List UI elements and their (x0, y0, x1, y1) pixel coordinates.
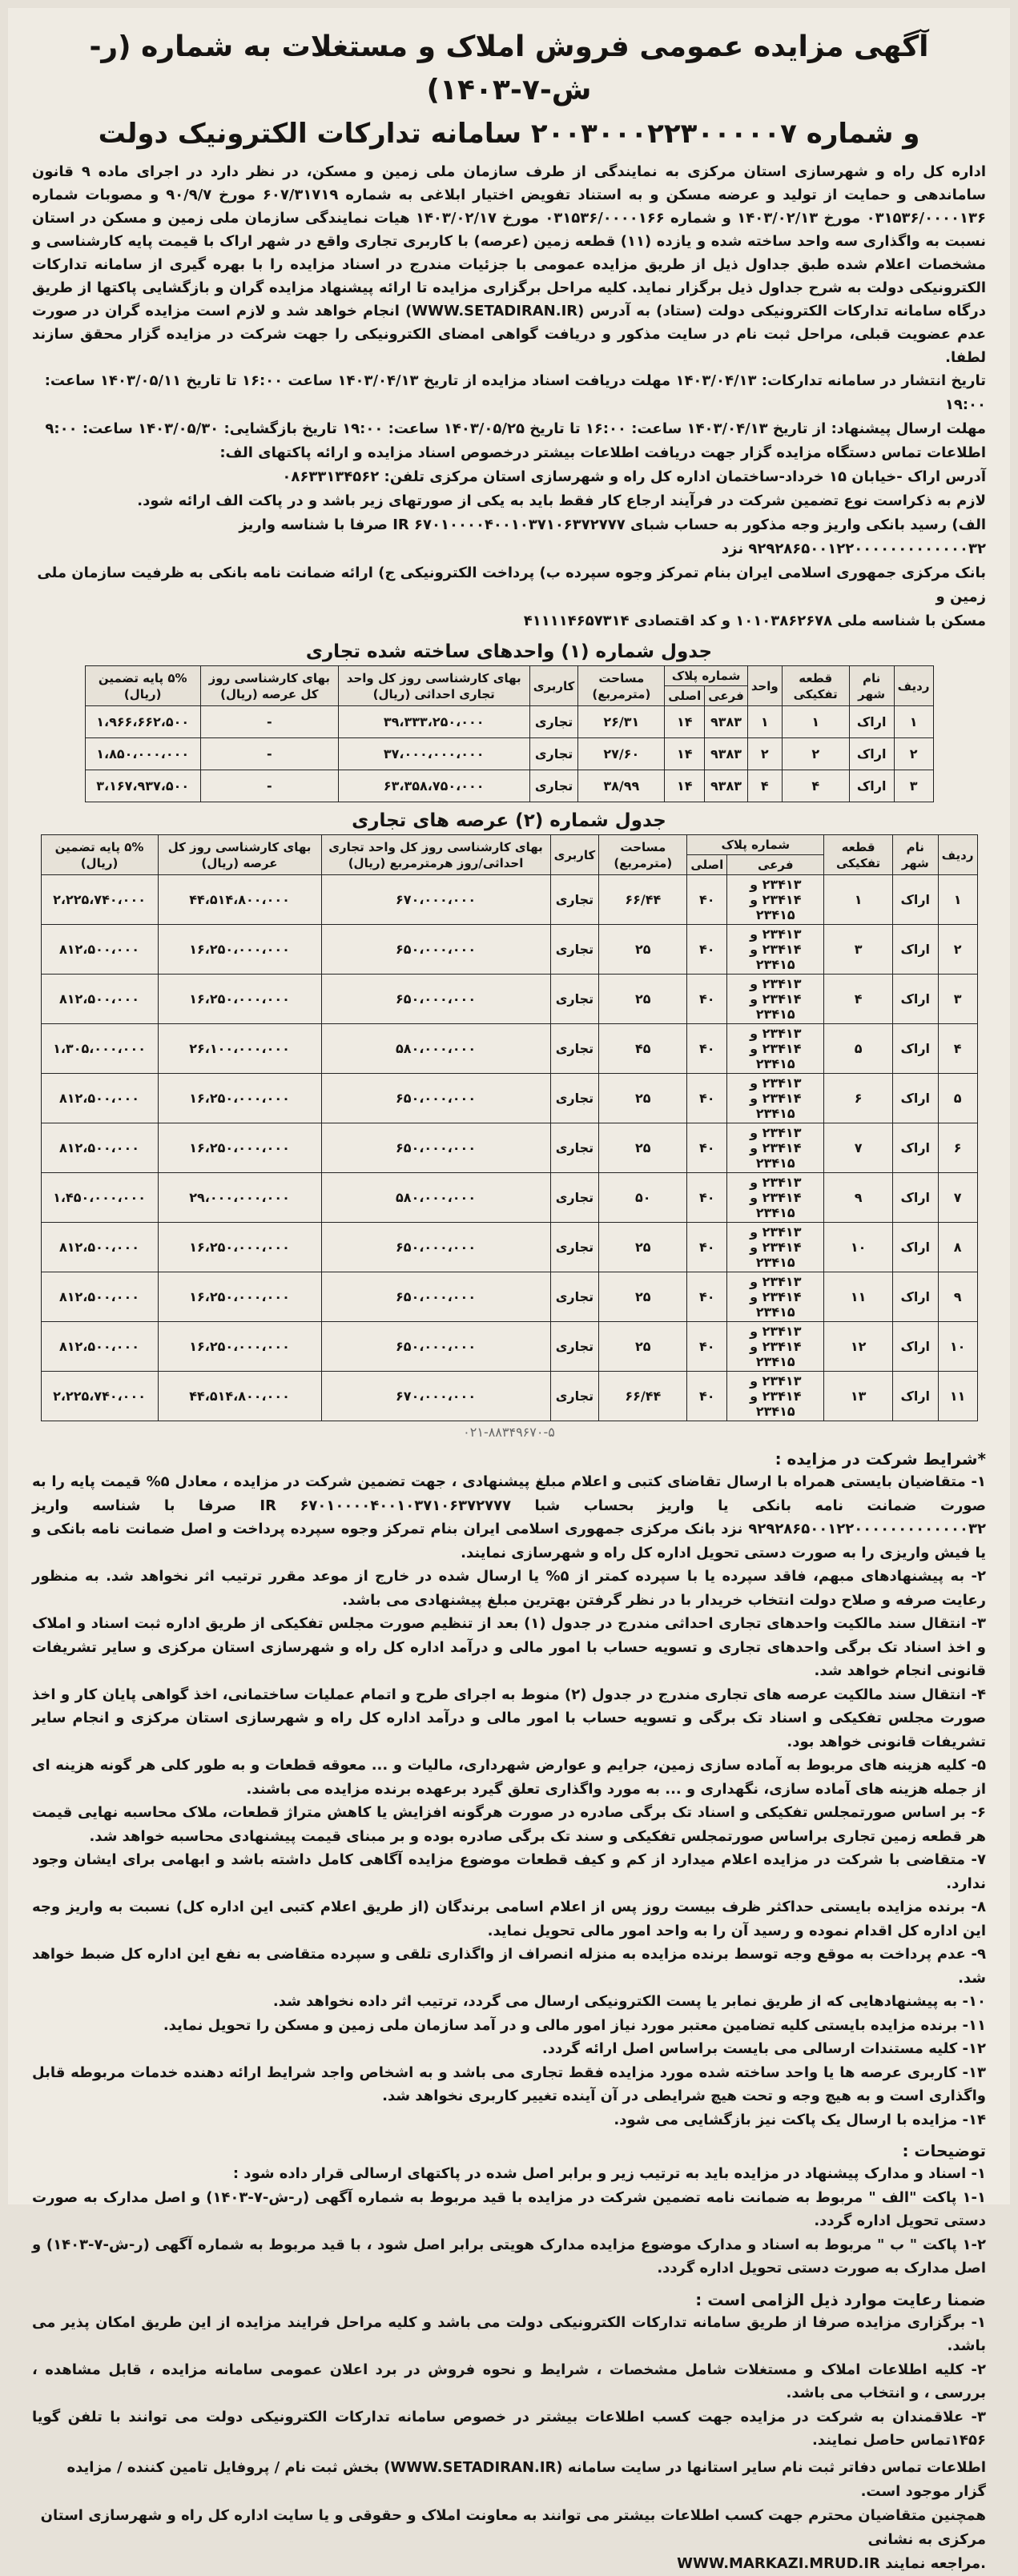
cell-area: ۵۰ (599, 1173, 687, 1223)
cell-main: ۴۰ (687, 1074, 727, 1123)
cell-land-price: ۲۹،۰۰۰،۰۰۰،۰۰۰ (158, 1173, 321, 1223)
cell-use: تجاری (550, 925, 599, 975)
cell-land-price: - (200, 706, 338, 738)
cell-land-price: ۴۴،۵۱۴،۸۰۰،۰۰۰ (158, 875, 321, 925)
phone-note: ۰۲۱-۸۸۳۴۹۶۷۰-۵ (463, 1425, 555, 1440)
cell-lot: ۴ (824, 975, 893, 1024)
cell-city: اراک (849, 706, 894, 738)
cell-deposit: ۸۱۲،۵۰۰،۰۰۰ (41, 1074, 158, 1123)
cell-lot: ۴ (782, 770, 849, 802)
table-row (85, 770, 933, 802)
cell-sub: ۲۳۴۱۳ و ۲۳۴۱۴ و ۲۳۴۱۵ (727, 1272, 824, 1322)
cell-land-price: - (200, 738, 338, 770)
table-row (85, 706, 933, 738)
cell-use: تجاری (529, 770, 578, 802)
cell-area: ۲۵ (599, 925, 687, 975)
cell-use: تجاری (550, 1074, 599, 1123)
cell-lot: ۳ (824, 925, 893, 975)
cell-expert-price: ۶۳،۳۵۸،۷۵۰،۰۰۰ (338, 770, 529, 802)
info-line: بانک مرکزی جمهوری اسلامی ایران بنام تمرکز وجوه سپرده ب) پرداخت الکترونیکی ج) ارائه ضمانت نامه بانکی به ظرفیت سازمان ملی زمین و (37, 565, 986, 605)
cell-land-price: - (200, 770, 338, 802)
cell-area: ۲۵ (599, 1272, 687, 1322)
cell-area: ۴۵ (599, 1024, 687, 1074)
cell-row: ۶ (938, 1123, 977, 1173)
explanation-item: ۱- اسناد و مدارک پیشنهاد در مزایده باید به ترتیب زیر و برابر اصل شده در پاکتهای ارسالی قرار داده شود : (232, 2165, 986, 2182)
cell-per-m2: ۵۸۰،۰۰۰،۰۰۰ (321, 1024, 550, 1074)
condition-item: ۳- انتقال سند مالکیت واحدهای تجاری احداثی مندرج در جدول (۱) بعد از تنظیم صورت مجلس تفکیکی از طریق اداره ثبت اسناد و املاک و اخذ اسناد تک برگی واحدهای تجاری و تسویه حساب با امور مالی و درآمد اداره کل راه و شهرسازی استان مرکزی و سایر تشریفات قانونی انجام خواهد شد. (32, 1615, 986, 1679)
cell-sub: ۲۳۴۱۳ و ۲۳۴۱۴ و ۲۳۴۱۵ (727, 1123, 824, 1173)
cell-use: تجاری (529, 738, 578, 770)
cell-deposit: ۱،۴۵۰،۰۰۰،۰۰۰ (41, 1173, 158, 1223)
footer-line: همچنین متقاضیان محترم جهت کسب اطلاعات بیشتر می توانند به معاونت املاک و حقوقی و یا سایت اداره کل راه و شهرسازی استان مرکزی به نشانی (40, 2506, 986, 2548)
cell-use: تجاری (550, 1123, 599, 1173)
cell-land-price: ۱۶،۲۵۰،۰۰۰،۰۰۰ (158, 925, 321, 975)
cell-deposit: ۲،۲۲۵،۷۴۰،۰۰۰ (41, 875, 158, 925)
cell-deposit: ۱،۸۵۰،۰۰۰،۰۰۰ (85, 738, 200, 770)
conditions-title: *شرایط شرکت در مزایده : (775, 1449, 986, 1469)
intro-paragraph: اداره کل راه و شهرسازی استان مرکزی به نمایندگی از طرف سازمان ملی زمین و مسکن، در نظر دارد در اجرای ماده ۹ قانون ساماندهی و حمایت از تولید و عرضه مسکن و به استناد تفویض اختیار ابلاغی به شماره ۶۰۷/۳۱۷۱۹ مورخ ۹۰/۹/۷ و مصوبات شماره ۰۳۱۵۳۶/۰۰۰۰۱۳۶ مورخ ۱۴۰۳/۰۲/۱۳ و شماره ۰۳۱۵۳۶/۰۰۰۰۱۶۶ مورخ ۱۴۰۳/۰۲/۱۷ هیات نمایندگی سازمان ملی زمین و مسکن در استان نسبت به واگذاری سه واحد ساخته شده و یازده (۱۱) قطعه زمین (عرصه) با کاربری تجاری واقع در شهر اراک با قیمت پایه کارشناسی و مشخصات اعلام شده طبق جداول ذیل از طریق مزایده عمومی با جزئیات مندرج در اسناد مزایده را با بهره گیری از سامانه تدارکات الکترونیکی دولت به شرح جداول ذیل برگزار نماید. کلیه مراحل برگزاری مزایده تا ارائه پیشنهاد مزایده گران و بازگشایی پاکتها از طریق درگاه سامانه تدارکات الکترونیکی دولت (ستاد) به آدرس (WWW.SETADIRAN.IR) انجام خواهد شد و لازم است مزایده گران در صورت عدم عضویت قبلی، مراحل ثبت نام در سایت مذکور و دریافت گواهی امضای الکترونیکی را جهت شرکت در مزایده گزار محقق سازند لطفا. (32, 163, 987, 366)
info-line: اطلاعات تماس دستگاه مزایده گزار جهت دریافت اطلاعات بیشتر درخصوص اسناد مزایده و ارائه پاکتهای الف: (219, 444, 986, 461)
cell-sub: ۹۳۸۳ (705, 770, 748, 802)
cell-city: اراک (892, 1074, 938, 1123)
cell-deposit: ۸۱۲،۵۰۰،۰۰۰ (41, 925, 158, 975)
cell-area: ۲۵ (599, 1223, 687, 1272)
cell-area: ۲۵ (599, 975, 687, 1024)
cell-sub: ۲۳۴۱۳ و ۲۳۴۱۴ و ۲۳۴۱۵ (727, 1074, 824, 1123)
table1-caption: جدول شماره (۱) واحدهای ساخته شده تجاری (305, 641, 713, 662)
cell-deposit: ۸۱۲،۵۰۰،۰۰۰ (41, 1123, 158, 1173)
cell-main: ۴۰ (687, 1024, 727, 1074)
cell-city: اراک (892, 1024, 938, 1074)
cell-main: ۴۰ (687, 1123, 727, 1173)
th-city: نام شهر (892, 835, 938, 875)
cell-expert-price: ۳۷،۰۰۰،۰۰۰،۰۰۰ (338, 738, 529, 770)
cell-area: ۳۸/۹۹ (578, 770, 665, 802)
cell-area: ۲۵ (599, 1074, 687, 1123)
condition-item: ۱۱- برنده مزایده بایستی کلیه تضامین معتبر مورد نیاز امور مالی و در آمد سازمان ملی زمین و مسکن را تحویل نماید. (163, 2016, 986, 2034)
cell-lot: ۱۱ (824, 1272, 893, 1322)
cell-per-m2: ۶۵۰،۰۰۰،۰۰۰ (321, 1272, 550, 1322)
cell-per-m2: ۶۵۰،۰۰۰،۰۰۰ (321, 975, 550, 1024)
explanations-list (32, 2162, 986, 2281)
table-row (41, 1123, 977, 1173)
info-block (32, 369, 986, 633)
cell-city: اراک (892, 1173, 938, 1223)
cell-per-m2: ۶۵۰،۰۰۰،۰۰۰ (321, 1223, 550, 1272)
th-use: کاربری (529, 666, 578, 706)
th-lot: قطعه تفکیکی (782, 666, 849, 706)
cell-lot: ۷ (824, 1123, 893, 1173)
th-expert-price: بهای کارشناسی روز کل واحد تجاری احداثی (ریال) (338, 666, 529, 706)
cell-sub: ۲۳۴۱۳ و ۲۳۴۱۴ و ۲۳۴۱۵ (727, 1223, 824, 1272)
cell-row: ۱۱ (938, 1372, 977, 1421)
condition-item: ۵- کلیه هزینه های مربوط به آماده سازی زمین، جرایم و عوارض شهرداری، مالیات و ... معوقه قطعات و به طور کلی هر گونه هزینه ای از جمله هزینه های آماده سازی، نگهداری و ... به مورد واگذاری تعلق گیرد برعهده برنده مزایده می باشند. (32, 1757, 986, 1798)
cell-sub: ۲۳۴۱۳ و ۲۳۴۱۴ و ۲۳۴۱۵ (727, 1322, 824, 1372)
cell-row: ۸ (938, 1223, 977, 1272)
points-list (32, 2311, 986, 2453)
cell-unit: ۴ (747, 770, 782, 802)
cell-area: ۲۵ (599, 1123, 687, 1173)
point-item: ۳- علاقمندان به شرکت در مزایده جهت کسب اطلاعات بیشتر در خصوص سامانه تدارکات الکترونیکی دولت می توانند با تلفن گویا ۱۴۵۶تماس حاصل نمایند. (32, 2408, 986, 2449)
point-item: ۲- کلیه اطلاعات املاک و مستغلات شامل مشخصات ، شرایط و نحوه فروش در برد اعلان عمومی سامانه مزایده ، قابل مشاهده ، بررسی ، و انتخاب می باشد. (32, 2361, 986, 2401)
cell-sub: ۲۳۴۱۳ و ۲۳۴۱۴ و ۲۳۴۱۵ (727, 1372, 824, 1421)
info-line: لازم به ذکراست نوع تضمین شرکت در فرآیند ارجاع کار فقط باید به یکی از صورتهای زیر باشد و در پاکت الف ارائه شود. (137, 492, 986, 509)
th-land-price: بهای کارشناسی روز کل عرصه (ریال) (158, 835, 321, 875)
cell-use: تجاری (550, 1322, 599, 1372)
table-row (41, 1272, 977, 1322)
cell-city: اراک (892, 1322, 938, 1372)
title-line-2: و شماره ۲۰۰۳۰۰۰۲۲۳۰۰۰۰۰۷ سامانه تدارکات الکترونیک دولت (98, 118, 920, 150)
table-row (41, 925, 977, 975)
cell-per-m2: ۶۷۰،۰۰۰،۰۰۰ (321, 875, 550, 925)
condition-item: ۶- بر اساس صورتمجلس تفکیکی و اسناد تک برگی صادره در صورت هرگونه افزایش یا کاهش متراژ قطعات، ملاک محاسبه نهایی قیمت هر قطعه زمین تجاری براساس صورتمجلس تفکیکی و سند تک برگی صادره بوده و بر مبنای قیمت پیشنهادی محاسبه خواهد شد. (32, 1804, 986, 1845)
cell-land-price: ۱۶،۲۵۰،۰۰۰،۰۰۰ (158, 1272, 321, 1322)
cell-deposit: ۳،۱۶۷،۹۳۷،۵۰۰ (85, 770, 200, 802)
cell-row: ۱۰ (938, 1322, 977, 1372)
cell-main: ۴۰ (687, 1272, 727, 1322)
cell-main: ۴۰ (687, 1173, 727, 1223)
table1-body (85, 706, 933, 802)
condition-item: ۷- متقاضی با شرکت در مزایده اعلام میدارد از کم و کیف قطعات موضوع مزایده آگاهی کامل داشته باشد و ابهامی برای ایشان وجود ندارد. (32, 1851, 986, 1892)
condition-item: ۴- انتقال سند مالکیت عرصه های تجاری مندرج در جدول (۲) منوط به اجرای طرح و اتمام عملیات ساختمانی، اخذ گواهی پایان کار و اخذ صورت مجلس تفکیکی و اسناد تک برگی و تسویه حساب با امور مالی و درآمد اداره کل راه و شهرسازی استان مرکزی و انجام سایر تشریفات قانونی خواهد بود. (32, 1686, 987, 1750)
table-row (41, 1074, 977, 1123)
cell-city: اراک (892, 975, 938, 1024)
condition-item: ۱۳- کاربری عرصه ها یا واحد ساخته شده مورد مزایده فقط تجاری می باشد و به اشخاص واجد شرایط ارائه دهنده خدمات مربوطه قابل واگذاری است و به هیچ وجه و تحت هیچ شرایطی در آن آینده تغییر کاربری نخواهد شد. (32, 2064, 986, 2104)
th-per-m2: بهای کارشناسی روز کل واحد تجاری احداثی/روز هرمترمربع (ریال) (321, 835, 550, 875)
cell-row: ۳ (938, 975, 977, 1024)
cell-use: تجاری (550, 875, 599, 925)
title-line-1: آگهی مزایده عمومی فروش املاک و مستغلات به شماره (ر-ش-۷-۱۴۰۳) (89, 30, 929, 106)
cell-city: اراک (849, 738, 894, 770)
condition-item: ۱۴- مزایده با ارسال یک پاکت نیز بازگشایی می شود. (614, 2111, 986, 2128)
table2-commercial-lands (41, 834, 978, 1421)
table1-built-units (85, 665, 934, 802)
th-area: مساحت (مترمربع) (599, 835, 687, 875)
cell-deposit: ۸۱۲،۵۰۰،۰۰۰ (41, 1223, 158, 1272)
info-line: آدرس اراک -خیابان ۱۵ خرداد-ساختمان اداره کل راه و شهرسازی استان مرکزی تلفن: ۰۸۶۳۳۱۳۴۵۶۲ (282, 468, 986, 485)
cell-lot: ۱۰ (824, 1223, 893, 1272)
cell-city: اراک (892, 1123, 938, 1173)
cell-lot: ۱ (824, 875, 893, 925)
cell-area: ۲۶/۳۱ (578, 706, 665, 738)
cell-main: ۴۰ (687, 975, 727, 1024)
cell-use: تجاری (550, 1024, 599, 1074)
th-plaque: شماره پلاک (665, 666, 748, 686)
cell-land-price: ۱۶،۲۵۰،۰۰۰،۰۰۰ (158, 1123, 321, 1173)
condition-item: ۱- متقاضیان بایستی همراه با ارسال تقاضای کتبی و اعلام مبلغ پیشنهادی ، جهت تضمین شرکت در مزایده ، معادل ۵% قیمت پایه را به صورت ضمانت نامه بانکی یا واریز بحساب شبا IR ۶۷۰۱۰۰۰۰۴۰۰۱۰۳۷۱۰۶۳۷۲۷۷۷ صرفا با شناسه واریز ۹۲۹۲۸۶۵۰۰۱۲۲۰۰۰۰۰۰۰۰۰۰۰۰۰۳۲ نزد بانک مرکزی جمهوری اسلامی ایران بنام تمرکز وجوه سپرده پرداخت و اصل ضمانت نامه بانکی و یا فیش واریزی را به صورت دستی تحویل اداره کل راه و شهرسازی نمایند. (32, 1473, 986, 1561)
condition-item: ۱۲- کلیه مستندات ارسالی می بایست براساس اصل ارائه گردد. (541, 2040, 986, 2057)
cell-lot: ۱ (782, 706, 849, 738)
table-row (85, 738, 933, 770)
cell-per-m2: ۶۵۰،۰۰۰،۰۰۰ (321, 1074, 550, 1123)
condition-item: ۲- به پیشنهادهای مبهم، فاقد سپرده یا با سپرده کمتر از ۵% یا ارسال شده در خارج از موعد مقرر ترتیب اثر نخواهد شد. به منظور رعایت صرفه و صلاح دولت انتخاب خریدار با در نظر گرفتن بهترین مبلغ پیشنهادی می باشد. (32, 1568, 986, 1609)
cell-sub: ۲۳۴۱۳ و ۲۳۴۱۴ و ۲۳۴۱۵ (727, 975, 824, 1024)
cell-use: تجاری (550, 1372, 599, 1421)
table-row (41, 1024, 977, 1074)
cell-lot: ۹ (824, 1173, 893, 1223)
cell-main: ۱۴ (665, 738, 705, 770)
cell-use: تجاری (550, 975, 599, 1024)
cell-deposit: ۸۱۲،۵۰۰،۰۰۰ (41, 1272, 158, 1322)
cell-main: ۴۰ (687, 1322, 727, 1372)
cell-use: تجاری (550, 1173, 599, 1223)
point-item: ۱- برگزاری مزایده صرفا از طریق سامانه تدارکات الکترونیکی دولت می باشد و کلیه مراحل فرایند مزایده از این طریق امکان پذیر می باشد. (32, 2313, 986, 2354)
cell-unit: ۲ (747, 738, 782, 770)
footer-website-line: WWW.MARKAZI.MRUD.IR مراجعه نمایند. (677, 2554, 986, 2572)
cell-land-price: ۲۶،۱۰۰،۰۰۰،۰۰۰ (158, 1024, 321, 1074)
cell-lot: ۶ (824, 1074, 893, 1123)
conditions-list (32, 1470, 986, 2132)
table-row (41, 875, 977, 925)
info-line: مسکن با شناسه ملی ۱۰۱۰۳۸۶۲۶۷۸ و کد اقتصادی ۴۱۱۱۱۴۶۵۷۳۱۴ (523, 613, 986, 629)
cell-unit: ۱ (747, 706, 782, 738)
cell-main: ۴۰ (687, 1223, 727, 1272)
th-row: ردیف (938, 835, 977, 875)
cell-main: ۴۰ (687, 875, 727, 925)
explanations-title: توضیحات : (902, 2141, 986, 2160)
cell-per-m2: ۵۸۰،۰۰۰،۰۰۰ (321, 1173, 550, 1223)
cell-lot: ۱۳ (824, 1372, 893, 1421)
th-deposit: ۵% پایه تضمین (ریال) (41, 835, 158, 875)
cell-row: ۲ (938, 925, 977, 975)
cell-deposit: ۱،۳۰۵،۰۰۰،۰۰۰ (41, 1024, 158, 1074)
cell-row: ۱ (938, 875, 977, 925)
th-main: اصلی (665, 686, 705, 706)
th-unit: واحد (747, 666, 782, 706)
table2-body (41, 875, 977, 1421)
cell-expert-price: ۳۹،۳۳۳،۲۵۰،۰۰۰ (338, 706, 529, 738)
info-line: الف) رسید بانکی واریز وجه مذکور به حساب شبای IR ۶۷۰۱۰۰۰۰۴۰۰۱۰۳۷۱۰۶۳۷۲۷۷۷ صرفا با شناسه واریز ۹۲۹۲۸۶۵۰۰۱۲۲۰۰۰۰۰۰۰۰۰۰۰۰۰۳۲ نزد (239, 516, 986, 557)
cell-city: اراک (892, 875, 938, 925)
th-main: اصلی (687, 855, 727, 875)
cell-area: ۶۶/۴۴ (599, 1372, 687, 1421)
table-row (41, 1322, 977, 1372)
footer (32, 2456, 986, 2576)
cell-area: ۶۶/۴۴ (599, 875, 687, 925)
th-area: مساحت (مترمربع) (578, 666, 665, 706)
advertisement-page (8, 8, 1010, 2572)
cell-lot: ۲ (782, 738, 849, 770)
table-row (41, 1372, 977, 1421)
cell-row: ۳ (894, 770, 933, 802)
th-land-price: بهای کارشناسی روز کل عرصه (ریال) (200, 666, 338, 706)
cell-per-m2: ۶۷۰،۰۰۰،۰۰۰ (321, 1372, 550, 1421)
info-line: تاریخ انتشار در سامانه تدارکات: ۱۴۰۳/۰۴/۱۳ مهلت دریافت اسناد مزایده از تاریخ ۱۴۰۳/۰۴/۱۳ ساعت ۱۶:۰۰ تا تاریخ ۱۴۰۳/۰۵/۱۱ ساعت: ۱۹:۰۰ (44, 372, 986, 413)
th-city: نام شهر (849, 666, 894, 706)
cell-land-price: ۱۶،۲۵۰،۰۰۰،۰۰۰ (158, 1074, 321, 1123)
th-sub: فرعی (705, 686, 748, 706)
table-row (41, 1223, 977, 1272)
cell-land-price: ۱۶،۲۵۰،۰۰۰،۰۰۰ (158, 1223, 321, 1272)
explanation-item: ۱-۱ پاکت "الف " مربوط به ضمانت نامه تضمین شرکت در مزایده با قید مربوط به شماره آگهی (ر-ش-۷-۱۴۰۳) و اصل مدارک به صورت دستی تحویل اداره گردد. (32, 2188, 986, 2229)
cell-row: ۱ (894, 706, 933, 738)
cell-city: اراک (892, 925, 938, 975)
cell-lot: ۵ (824, 1024, 893, 1074)
cell-city: اراک (892, 1272, 938, 1322)
cell-per-m2: ۶۵۰،۰۰۰،۰۰۰ (321, 925, 550, 975)
cell-city: اراک (892, 1223, 938, 1272)
cell-per-m2: ۶۵۰،۰۰۰،۰۰۰ (321, 1123, 550, 1173)
th-use: کاربری (550, 835, 599, 875)
cell-row: ۷ (938, 1173, 977, 1223)
th-lot: قطعه تفکیکی (824, 835, 893, 875)
info-line: مهلت ارسال پیشنهاد: از تاریخ ۱۴۰۳/۰۴/۱۳ ساعت: ۱۶:۰۰ تا تاریخ ۱۴۰۳/۰۵/۲۵ ساعت: ۱۹:۰۰ تاریخ بازگشایی: ۱۴۰۳/۰۵/۳۰ ساعت: ۹:۰۰ (45, 420, 986, 437)
condition-item: ۱۰- به پیشنهادهایی که از طریق نمابر یا پست الکترونیکی ارسال می گردد، ترتیب اثر داده نخواهد شد. (272, 1993, 986, 2010)
cell-deposit: ۸۱۲،۵۰۰،۰۰۰ (41, 1322, 158, 1372)
cell-main: ۴۰ (687, 925, 727, 975)
cell-main: ۱۴ (665, 770, 705, 802)
cell-row: ۵ (938, 1074, 977, 1123)
condition-item: ۸- برنده مزایده بایستی حداکثر ظرف بیست روز پس از اعلام اسامی برندگان (از طریق اعلام کتبی این اداره کل) نسبت به واریز وجه این اداره کل اقدام نموده و رسید آن را به واحد امور مالی تحویل نماید. (32, 1899, 986, 1939)
explanation-item: ۱-۲ پاکت " ب " مربوط به اسناد و مدارک موضوع مزایده مدارک هویتی برابر اصل شود ، با قید مربوط به شماره آگهی (ر-ش-۷-۱۴۰۳) و اصل مدارک به صورت دستی تحویل اداره گردد. (32, 2236, 986, 2277)
cell-sub: ۹۳۸۳ (705, 738, 748, 770)
cell-land-price: ۴۴،۵۱۴،۸۰۰،۰۰۰ (158, 1372, 321, 1421)
cell-row: ۲ (894, 738, 933, 770)
cell-use: تجاری (529, 706, 578, 738)
cell-use: تجاری (550, 1223, 599, 1272)
cell-use: تجاری (550, 1272, 599, 1322)
cell-city: اراک (892, 1372, 938, 1421)
cell-deposit: ۱،۹۶۶،۶۶۲،۵۰۰ (85, 706, 200, 738)
points-title: ضمنا رعایت موارد ذیل الزامی است : (695, 2289, 986, 2309)
cell-deposit: ۲،۲۲۵،۷۴۰،۰۰۰ (41, 1372, 158, 1421)
cell-per-m2: ۶۵۰،۰۰۰،۰۰۰ (321, 1322, 550, 1372)
cell-main: ۱۴ (665, 706, 705, 738)
cell-sub: ۲۳۴۱۳ و ۲۳۴۱۴ و ۲۳۴۱۵ (727, 875, 824, 925)
table2-caption: جدول شماره (۲) عرصه های تجاری (352, 810, 666, 831)
th-plaque: شماره پلاک (687, 835, 824, 855)
cell-main: ۴۰ (687, 1372, 727, 1421)
cell-area: ۲۷/۶۰ (578, 738, 665, 770)
cell-row: ۴ (938, 1024, 977, 1074)
cell-lot: ۱۲ (824, 1322, 893, 1372)
th-row: ردیف (894, 666, 933, 706)
table-row (41, 1173, 977, 1223)
ad-title (32, 26, 986, 155)
cell-row: ۹ (938, 1272, 977, 1322)
cell-sub: ۲۳۴۱۳ و ۲۳۴۱۴ و ۲۳۴۱۵ (727, 1173, 824, 1223)
table-row (41, 975, 977, 1024)
cell-city: اراک (849, 770, 894, 802)
cell-sub: ۲۳۴۱۳ و ۲۳۴۱۴ و ۲۳۴۱۵ (727, 1024, 824, 1074)
cell-land-price: ۱۶،۲۵۰،۰۰۰،۰۰۰ (158, 1322, 321, 1372)
condition-item: ۹- عدم پرداخت به موقع وجه توسط برنده مزایده به منزله انصراف از واگذاری تلقی و سپرده متقاضی به نفع این اداره کل ضبط خواهد شد. (32, 1946, 986, 1987)
cell-area: ۲۵ (599, 1322, 687, 1372)
cell-land-price: ۱۶،۲۵۰،۰۰۰،۰۰۰ (158, 975, 321, 1024)
th-deposit: ۵% پایه تضمین (ریال) (85, 666, 200, 706)
footer-line: اطلاعات تماس دفاتر ثبت نام سایر استانها در سایت سامانه (WWW.SETADIRAN.IR) بخش ثبت نام / پروفایل تامین کننده / مزایده گزار موجود است. (66, 2458, 986, 2500)
cell-sub: ۹۳۸۳ (705, 706, 748, 738)
cell-deposit: ۸۱۲،۵۰۰،۰۰۰ (41, 975, 158, 1024)
th-sub: فرعی (727, 855, 824, 875)
cell-sub: ۲۳۴۱۳ و ۲۳۴۱۴ و ۲۳۴۱۵ (727, 925, 824, 975)
